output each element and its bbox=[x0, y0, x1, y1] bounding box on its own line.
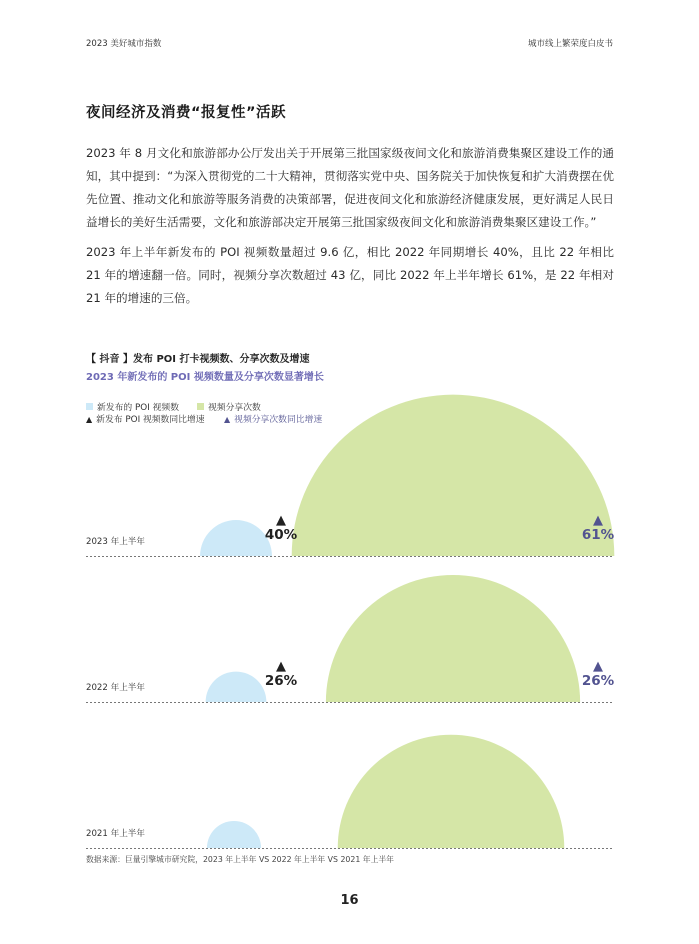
legend-label-shares: 视频分享次数 bbox=[208, 403, 261, 413]
triangle-icon: ▲ bbox=[593, 513, 603, 528]
legend-label-poi-videos: 新发布的 POI 视频数 bbox=[97, 403, 179, 413]
data-source-note: 数据来源：巨量引擎城市研究院，2023 年上半年 VS 2022 年上半年 VS 2021 年上半年 bbox=[86, 855, 394, 864]
triangle-icon: ▲ bbox=[224, 415, 231, 424]
share-growth-label: 26% bbox=[581, 673, 615, 689]
triangle-icon: ▲ bbox=[86, 415, 93, 424]
share-semicircle bbox=[326, 575, 580, 702]
share-semicircle bbox=[292, 395, 615, 556]
triangle-icon: ▲ bbox=[593, 659, 603, 674]
report-title: 2023 美好城市指数 bbox=[86, 39, 162, 49]
poi-semicircle bbox=[206, 672, 267, 702]
period-label: 2023 年上半年 bbox=[86, 537, 145, 547]
poi-growth-label: 26% bbox=[264, 673, 298, 689]
paragraph-stats: 2023 年上半年新发布的 POI 视频数量超过 9.6 亿，相比 2022 年同期增长 40%，且比 22 年相比 21 年的增速翻一倍。同时，视频分享次数超过 43 亿，同比 2022 年上半年增长 61%，是 22 年相对 21 年的增速的三倍。 bbox=[86, 245, 614, 305]
section-title: 夜间经济及消费“报复性”活跃 bbox=[86, 105, 287, 121]
legend-label-poi-growth: 新发布 POI 视频数同比增速 bbox=[96, 415, 205, 425]
poi-semicircle bbox=[207, 821, 261, 848]
share-semicircle bbox=[338, 735, 565, 848]
paragraph-policy: 2023 年 8 月文化和旅游部办公厅发出关于开展第三批国家级夜间文化和旅游消费集聚区建设工作的通知，其中提到：“为深入贯彻党的二十大精神，贯彻落实党中央、国务院关于加快恢复和扩大消费摆在优先位置、推动文化和旅游等服务消费的决策部署，促进夜间文化和旅游经济健康发展，更好满足人民日益增长的美好生活需要，文化和旅游部决定开展第三批国家级夜间文化和旅游消费集聚区建设工作。” bbox=[86, 146, 614, 229]
page-number: 16 bbox=[340, 893, 359, 908]
period-label: 2021 年上半年 bbox=[86, 829, 145, 839]
poi-growth-label: 40% bbox=[264, 527, 298, 543]
period-label: 2022 年上半年 bbox=[86, 683, 145, 693]
whitepaper-title: 城市线上繁荣度白皮书 bbox=[527, 39, 613, 49]
share-growth-label: 61% bbox=[581, 527, 615, 543]
triangle-icon: ▲ bbox=[276, 659, 286, 674]
chart-title: 【 抖音 】发布 POI 打卡视频数、分享次数及增速 bbox=[86, 354, 310, 365]
triangle-icon: ▲ bbox=[276, 513, 286, 528]
legend-label-share-growth: 视频分享次数同比增速 bbox=[234, 415, 323, 425]
chart-subtitle: 2023 年新发布的 POI 视频数量及分享次数显著增长 bbox=[86, 372, 324, 383]
poi-semicircle bbox=[200, 520, 272, 556]
